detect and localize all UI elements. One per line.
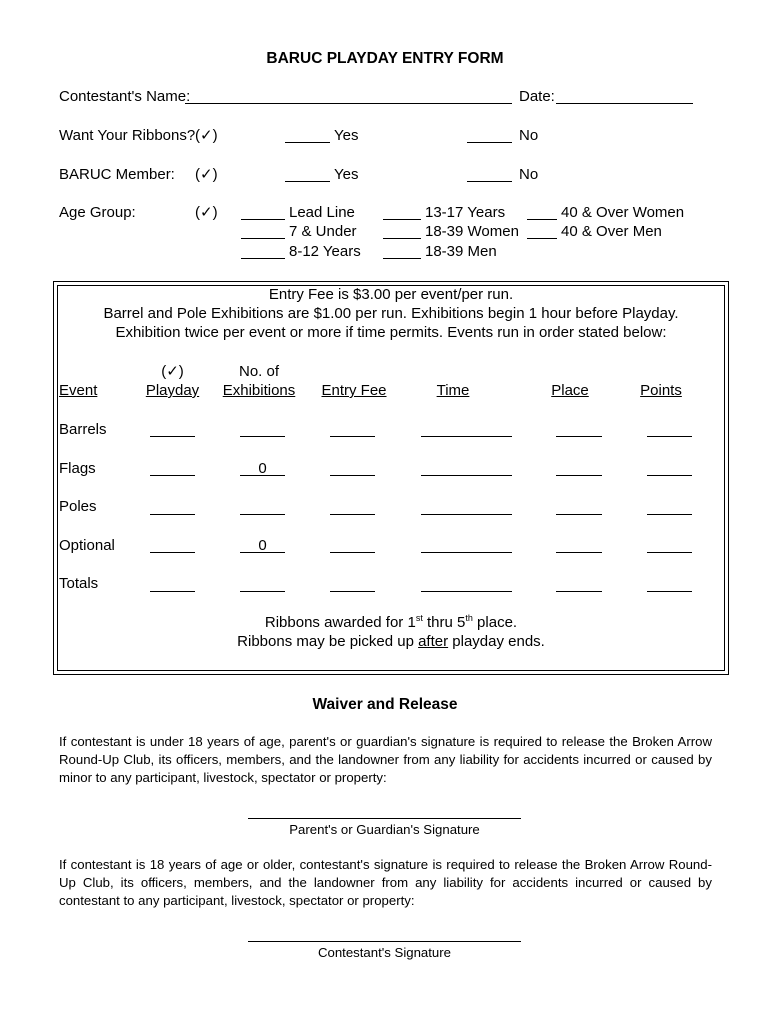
time-field[interactable]: [421, 591, 512, 592]
event-name: Poles: [59, 498, 97, 515]
entry-fee-field[interactable]: [330, 552, 375, 553]
playday-field[interactable]: [150, 591, 195, 592]
age-option-field[interactable]: [241, 258, 285, 259]
ribbons-no-label: No: [519, 127, 539, 144]
age-option-label: 13-17 Years: [425, 204, 506, 221]
exhibitions-field[interactable]: [240, 514, 285, 515]
date-label: Date:: [519, 88, 555, 105]
points-header: Points: [640, 382, 682, 399]
age-option-label: 18-39 Men: [425, 243, 497, 260]
member-label: BARUC Member:: [59, 166, 175, 183]
ribbons-check: (✓): [195, 127, 218, 144]
age-option-field[interactable]: [241, 219, 285, 220]
ribbon-note-sup: th: [465, 613, 473, 623]
event-header: Event: [59, 382, 98, 399]
ribbon-note-text: thru 5: [422, 614, 466, 631]
fee-line: Exhibition twice per event or more if time permits. Events run in order stated below:: [115, 324, 667, 341]
age-option-label: 7 & Under: [289, 223, 357, 240]
time-header: Time: [436, 382, 470, 399]
points-field[interactable]: [647, 475, 692, 476]
event-name: Optional: [59, 537, 115, 554]
age-option-field[interactable]: [383, 258, 421, 259]
age-option-label: 40 & Over Men: [561, 223, 662, 240]
waiver-title: Waiver and Release: [312, 696, 458, 713]
event-name: Barrels: [59, 421, 107, 438]
age-option-field[interactable]: [527, 219, 557, 220]
exhibitions-field[interactable]: [240, 475, 285, 476]
exhibitions-header: Exhibitions: [222, 382, 296, 399]
minor-waiver-text: If contestant is under 18 years of age, parent's or guardian's signature is required to release the Broken Arrow Round-Up Club, its officers, members, and the landowner from any liability for accidents incurred or caused by minor to any participant, livestock, spectator or property:: [59, 734, 712, 785]
ribbon-note-text: playday ends.: [448, 633, 545, 650]
age-group-check: (✓): [195, 204, 218, 221]
adult-waiver-text: If contestant is 18 years of age or older, contestant's signature is required to release the Broken Arrow Round-Up Club, its officers, members, and the landowner from any liability for accidents incurred or caused by contestant to any participant, livestock, spectator or property:: [59, 857, 712, 908]
playday-field[interactable]: [150, 475, 195, 476]
exhibitions-header-top: No. of: [238, 363, 280, 380]
playday-field[interactable]: [150, 514, 195, 515]
contestant-signature-field[interactable]: [248, 941, 521, 942]
age-option-label: 8-12 Years: [289, 243, 361, 260]
place-field[interactable]: [556, 514, 602, 515]
place-header: Place: [551, 382, 589, 399]
playday-field[interactable]: [150, 436, 195, 437]
contestant-name-field[interactable]: [185, 103, 512, 104]
date-field[interactable]: [556, 103, 693, 104]
place-field[interactable]: [556, 552, 602, 553]
ribbons-yes-label: Yes: [334, 127, 359, 144]
exhibitions-value: 0: [258, 460, 267, 477]
fee-line: Entry Fee is $3.00 per event/per run.: [268, 286, 514, 303]
playday-check-header: (✓): [161, 363, 184, 380]
contestant-name-label: Contestant's Name:: [59, 88, 191, 105]
event-name: Totals: [59, 575, 99, 592]
age-group-label: Age Group:: [59, 204, 136, 221]
member-yes-label: Yes: [334, 166, 359, 183]
age-option-label: 40 & Over Women: [561, 204, 685, 221]
ribbon-note-text: Ribbons may be picked up: [237, 633, 419, 650]
member-no-field[interactable]: [467, 181, 512, 182]
points-field[interactable]: [647, 514, 692, 515]
points-field[interactable]: [647, 591, 692, 592]
exhibitions-field[interactable]: [240, 552, 285, 553]
ribbon-note-sup: st: [415, 613, 423, 623]
guardian-signature-field[interactable]: [248, 818, 521, 819]
time-field[interactable]: [421, 552, 512, 553]
time-field[interactable]: [421, 514, 512, 515]
entry-fee-header: Entry Fee: [321, 382, 387, 399]
entry-fee-field[interactable]: [330, 475, 375, 476]
age-option-field[interactable]: [241, 238, 285, 239]
member-yes-field[interactable]: [285, 181, 330, 182]
contestant-signature-label: Contestant's Signature: [317, 945, 451, 960]
exhibitions-field[interactable]: [240, 591, 285, 592]
ribbon-award-note: [53, 614, 729, 632]
guardian-signature-label: Parent's or Guardian's Signature: [289, 822, 480, 837]
entry-fee-field[interactable]: [330, 514, 375, 515]
age-option-label: 18-39 Women: [425, 223, 519, 240]
place-field[interactable]: [556, 475, 602, 476]
age-option-field[interactable]: [383, 238, 421, 239]
exhibitions-value: 0: [258, 537, 267, 554]
ribbon-note-text: Ribbons awarded for 1: [264, 614, 416, 631]
ribbon-note-emphasis: after: [418, 633, 449, 650]
ribbons-label: Want Your Ribbons?: [59, 127, 196, 144]
entry-fee-field[interactable]: [330, 591, 375, 592]
playday-header: Playday: [145, 382, 200, 399]
time-field[interactable]: [421, 475, 512, 476]
member-check: (✓): [195, 166, 218, 183]
ribbon-pickup-note: [53, 633, 729, 651]
place-field[interactable]: [556, 436, 602, 437]
fee-line: Barrel and Pole Exhibitions are $1.00 per run. Exhibitions begin 1 hour before Playday.: [103, 305, 679, 322]
playday-field[interactable]: [150, 552, 195, 553]
event-name: Flags: [59, 460, 96, 477]
points-field[interactable]: [647, 552, 692, 553]
page-title: BARUC PLAYDAY ENTRY FORM: [266, 50, 504, 67]
ribbon-note-text: place.: [472, 614, 518, 631]
points-field[interactable]: [647, 436, 692, 437]
age-option-field[interactable]: [383, 219, 421, 220]
ribbons-yes-field[interactable]: [285, 142, 330, 143]
age-option-label: Lead Line: [289, 204, 355, 221]
exhibitions-field[interactable]: [240, 436, 285, 437]
ribbons-no-field[interactable]: [467, 142, 512, 143]
member-no-label: No: [519, 166, 539, 183]
entry-fee-field[interactable]: [330, 436, 375, 437]
place-field[interactable]: [556, 591, 602, 592]
time-field[interactable]: [421, 436, 512, 437]
age-option-field[interactable]: [527, 238, 557, 239]
